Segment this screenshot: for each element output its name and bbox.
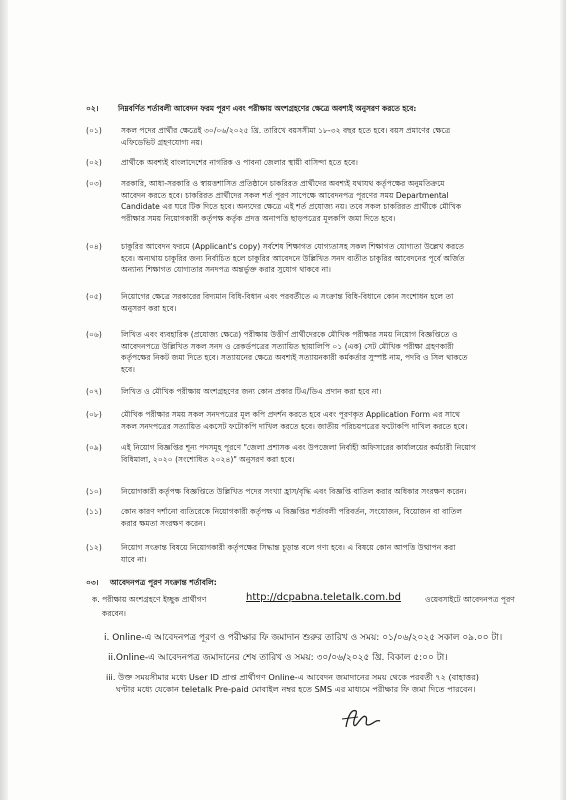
item-k-suffix: ওয়েবসাইটে আবেদনপত্র পূরণ <box>425 595 515 604</box>
item-text-line: করার ক্ষমতা সংরক্ষণ করেন। <box>121 518 206 528</box>
sub-item-iii-line2: ঘণ্টার মধ্যে যেকোন teletalk Pre-paid মোবাইল নম্বর হতে SMS এর মাধ্যমে পরীক্ষার ফি জমা দিতে পারবেন। <box>116 684 476 694</box>
item-text-line: হবে। <box>121 364 135 374</box>
section-number: ০২। <box>86 104 99 113</box>
item-text-line: যাবে না। <box>121 554 147 564</box>
item-text-line: এফিডেভিট গ্রহণযোগ্য নয়। <box>121 137 203 147</box>
item-k-prefix: ক. পরীক্ষায় অংশগ্রহণে ইচ্ছুক প্রার্থীগণ <box>92 595 207 604</box>
page-shadow-left <box>0 0 8 800</box>
item-text-line: আবেদন করতে হবে। চাকরিরত প্রার্থীদের সকল শর্ত পূরণ সাপেক্ষে আবেদনপত্র পূরণের সময় Departmental <box>121 190 449 200</box>
item-text-line: অন্যান্য শিক্ষাগত যোগ্যতার সনদপত্র অন্তর্ভুক্ত করার সুযোগ থাকবে না। <box>121 265 331 274</box>
item-text-line: নিয়োগকারী কর্তৃপক্ষ বিজ্ঞপ্তিতে উল্লিখিত পদের সংখ্যা হ্রাস/বৃদ্ধি এবং বিজ্ঞপ্তি বাতিল করার অধিকার সংরক্ষণ করেন। <box>121 487 467 496</box>
item-number: (০৭) <box>86 387 102 396</box>
item-text-line: সরকারি, আধা-সরকারি ও স্বায়ত্তশাসিত প্রতিষ্ঠানে চাকরিরত প্রার্থীদের অবশ্যই যথাযথ কর্তৃপক্ষের অনুমতিক্রমে <box>121 179 445 188</box>
item-number: (০৫) <box>86 292 102 301</box>
item-text-line: Candidate এর ঘরে টিক দিতে হবে। অন্যদের ক্ষেত্রে এই শর্ত প্রযোজ্য নয়। তবে সকল চাকরিরত প্রার্থীকে মৌখিক <box>121 202 462 211</box>
item-number: (০২) <box>86 158 102 167</box>
item-number: (১১) <box>86 507 102 516</box>
item-number: (০৬) <box>86 330 102 339</box>
item-text-line: আবেদনপত্রে উল্লিখিত সকল সনদ ও রেকর্ডপত্রের সত্যায়িত ছায়ালিপি ০১ (এক) সেট মৌখিক পরীক্ষা গ্রহণকারী <box>121 341 454 351</box>
item-text-line: কর্তৃপক্ষের নিকট জমা দিতে হবে। সত্যায়নের ক্ষেত্রে অবশ্যই সত্যায়নকারী কর্মকর্তার সুস্পষ্ট নাম, পদবি ও সিল থাকতে <box>121 353 468 362</box>
item-number: (০৩) <box>86 179 102 188</box>
item-text-line: লিখিত এবং ব্যবহারিক (প্রযোজ্য ক্ষেত্রে) পরীক্ষায় উত্তীর্ণ প্রার্থীদেরকে মৌখিক পরীক্ষার সময় নিয়োগ বিজ্ঞপ্তিতে ও <box>121 330 458 339</box>
item-number: (০৪) <box>86 242 102 251</box>
sub-item-i: i. Online-এ আবেদনপত্র পূরণ ও পরীক্ষার ফি জমাদান শুরুর তারিখ ও সময়: ০১/০৬/২০২৫ সকাল ০৯.০০ টা। <box>104 633 503 643</box>
sub-item-ii: ii.Online-এ আবেদনপত্র জমাদানের শেষ তারিখ ও সময়: ৩০/০৬/২০২৫ খ্রি. বিকাল ৫:০০ টা। <box>108 653 448 663</box>
item-number: (০৮) <box>86 410 102 419</box>
item-number: (১২) <box>86 543 102 552</box>
item-text-line: পরীক্ষার সময় নিয়োগকারী কর্তৃপক্ষ কর্তৃক প্রদত্ত অনাপত্তি ছাড়পত্রের মূলকপি জমা দিতে হবে। <box>121 213 396 223</box>
item-text-line: নিয়োগের ক্ষেত্রে সরকারের বিদ্যমান বিধি-বিধান এবং পরবর্তীতে এ সংক্রান্ত বিধি-বিধানে কোন সংশোধন হলে তা <box>121 292 454 301</box>
item-text-line: সকল পদের প্রার্থীর ক্ষেত্রেই ৩০/০৬/২০২৫ খ্রি. তারিখে বয়সসীমা ১৮-৩২ বছর হতে হবে। বয়স প্রমাণের ক্ষেত্রে <box>121 126 451 135</box>
item-text-line: প্রার্থীকে অবশ্যই বাংলাদেশের নাগরিক ও পাবনা জেলার স্থায়ী বাসিন্দা হতে হবে। <box>121 158 358 167</box>
page-shadow-right <box>560 0 566 800</box>
website-link[interactable]: http://dcpabna.teletalk.com.bd <box>246 592 401 603</box>
item-text-line: নিয়োগ সংক্রান্ত বিষয়ে নিয়োগকারী কর্তৃপক্ষের সিদ্ধান্ত চূড়ান্ত বলে গণ্য হবে। এ বিষয়ে কোন আপত্তি উত্থাপন করা <box>121 543 456 552</box>
signature-image <box>338 705 386 735</box>
item-k-line2: করবেন। <box>102 609 127 618</box>
section-heading-2: আবেদনপত্র পূরণ সংক্রান্ত শর্তাবলি: <box>110 578 217 587</box>
item-number: (০১) <box>86 126 102 135</box>
item-number: (১০) <box>86 487 102 496</box>
item-text-line: অনুসরণ করা হবে। <box>121 303 177 313</box>
item-text-line: সকল সনদপত্রের সত্যায়িত একসেট ফটোকপি দাখিল করতে হবে। জাতীয় পরিচয়পত্রের ফটোকপি দাখিল করতে হবে। <box>121 421 468 431</box>
item-text-line: চাকুরির আবেদন ফরমে (Applicant's copy) সর্বশেষ শিক্ষাগত যোগ্যতাসহ সকল শিক্ষাগত যোগ্যতা উল্লেখ করতে <box>121 242 464 251</box>
section-number-2: ০৩। <box>86 578 99 587</box>
section-heading: নিম্নবর্ণিত শর্তাবলী আবেদন ফরম পূরণ এবং পরীক্ষায় অংশগ্রহণের ক্ষেত্রে অবশ্যই অনুসরণ করতে হবে: <box>118 104 417 113</box>
item-number: (০৯) <box>86 443 102 452</box>
item-text-line: এই নিয়োগ বিজ্ঞপ্তির শূন্য পদসমূহ পূরণে "জেলা প্রশাসক এবং উপজেলা নির্বাহী অফিসারের কার্যালয়ের কর্মচারী নিয়োগ <box>121 443 476 452</box>
item-text-line: লিখিত ও মৌখিক পরীক্ষায় অংশগ্রহণের জন্য কোন প্রকার টিএ/ডিএ প্রদান করা হবে না। <box>121 387 382 396</box>
item-text-line: মৌখিক পরীক্ষার সময় সকল সনদপত্রের মূল কপি প্রদর্শন করতে হবে এবং পূরণকৃত Application Form এর সাথে <box>121 410 460 419</box>
sub-item-iii-line1: iii. উক্ত সময়সীমার মধ্যে User ID প্রাপ্ত প্রার্থীগণ Online-এ আবেদন জমাদানের সময় থেকে পরবর্তী ৭২ (বাহাত্তর) <box>106 672 479 682</box>
item-text-line: হবে। অন্যথায় চাকুরির জন্য নির্বাচিত হলে চাকুরির আবেদনে উল্লিখিত সনদ ব্যতীত চাকুরির আবেদনের পূর্বে অর্জিত <box>121 253 465 263</box>
item-text-line: কোন কারণ দর্শানো ব্যতিরেকে নিয়োগকারী কর্তৃপক্ষ এ বিজ্ঞপ্তির শর্তাবলী পরিবর্তন, সংযোজন, বিয়োজন বা বাতিল <box>121 507 463 516</box>
item-text-line: বিধিমালা, ২০২০ (সংশোধিত ২০২৪)" অনুসরণ করা হবে। <box>121 454 295 464</box>
